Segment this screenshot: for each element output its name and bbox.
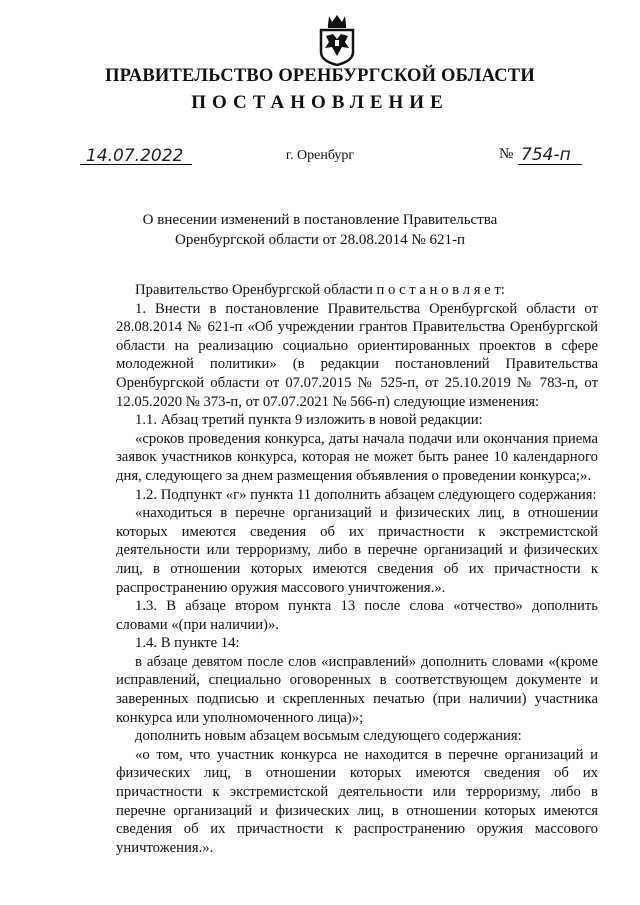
- document-number: 754-п: [521, 145, 571, 165]
- paragraph-item-1-1: 1.1. Абзац третий пункта 9 изложить в новой редакции:: [135, 412, 483, 429]
- paragraph-item-1-2: 1.2. Подпункт «г» пункта 11 дополнить абзацем следующего содержания:: [135, 486, 597, 503]
- paragraph-sub: дополнить новым абзацем восьмым следующего содержания:: [135, 728, 522, 745]
- document-date: 14.07.2022: [86, 146, 184, 166]
- paragraph-item-1-3: 1.3. В абзаце втором пункта 13 после слова «отчество» дополнить словами «(при наличии)».: [116, 598, 598, 633]
- paragraph-sub: в абзаце девятом после слов «исправлений» дополнить словами «(кроме исправлений, специально оговоренных в соответствующем документе и заверенных подписью и скрепленных печатью (при наличии) участника конкурса или уполномоченного лица)»;: [116, 653, 598, 726]
- document-body: [116, 281, 598, 857]
- paragraph-item-1: 1. Внести в постановление Правительства Оренбургской области от 28.08.2014 № 621-п «Об учреждении грантов Правительства Оренбургской области на реализацию социально ориентированных проектов в сфере молодежной политики» (в редакции постановлений Правительства Оренбургской области от 07.07.2015 № 525-п, от 25.10.2019 № 783-п, от 12.05.2020 № 373-п, от 07.07.2021 № 566-п) следующие изменения:: [116, 300, 598, 410]
- paragraph-preamble: Правительство Оренбургской области п о с т а н о в л я е т:: [135, 282, 505, 298]
- date-underline: [80, 164, 192, 165]
- number-label: №: [499, 146, 514, 162]
- document-city: г. Оренбург: [285, 148, 355, 163]
- paragraph-item-1-4: 1.4. В пункте 14:: [135, 635, 240, 652]
- paragraph-quote: «сроков проведения конкурса, даты начала подачи или окончания приема заявок участников конкурса, которая не может быть ранее 10 календарного дня, следующего за днем размещения объявления о проведении конкурса;».: [116, 430, 598, 484]
- paragraph-quote: «о том, что участник конкурса не находится в перечне организаций и физических лиц, в отношении которых имеются сведения об их причастности к экстремистской деятельности или терроризму, либо в перечне организаций и физических лиц, в отношении которых имеются сведения об их причастности к распространению оружия массового уничтожения.».: [116, 746, 598, 856]
- number-underline: [518, 164, 582, 165]
- document-type: ПОСТАНОВЛЕНИЕ: [191, 92, 449, 113]
- subject-line: Оренбургской области от 28.08.2014 № 621-п: [174, 232, 466, 248]
- paragraph-quote: «находиться в перечне организаций и физических лиц, в отношении которых имеются сведения об их причастности к экстремистской деятельности или терроризму, либо в перечне организаций и физических лиц, в отношении которых имеются сведения об их причастности к распространению оружия массового уничтожения.».: [116, 505, 598, 596]
- document-subject: [0, 210, 640, 250]
- subject-line: О внесении изменений в постановление Правительства: [142, 212, 498, 228]
- coat-of-arms-icon: [315, 14, 359, 66]
- organization-title: ПРАВИТЕЛЬСТВО ОРЕНБУРГСКОЙ ОБЛАСТИ: [105, 66, 535, 86]
